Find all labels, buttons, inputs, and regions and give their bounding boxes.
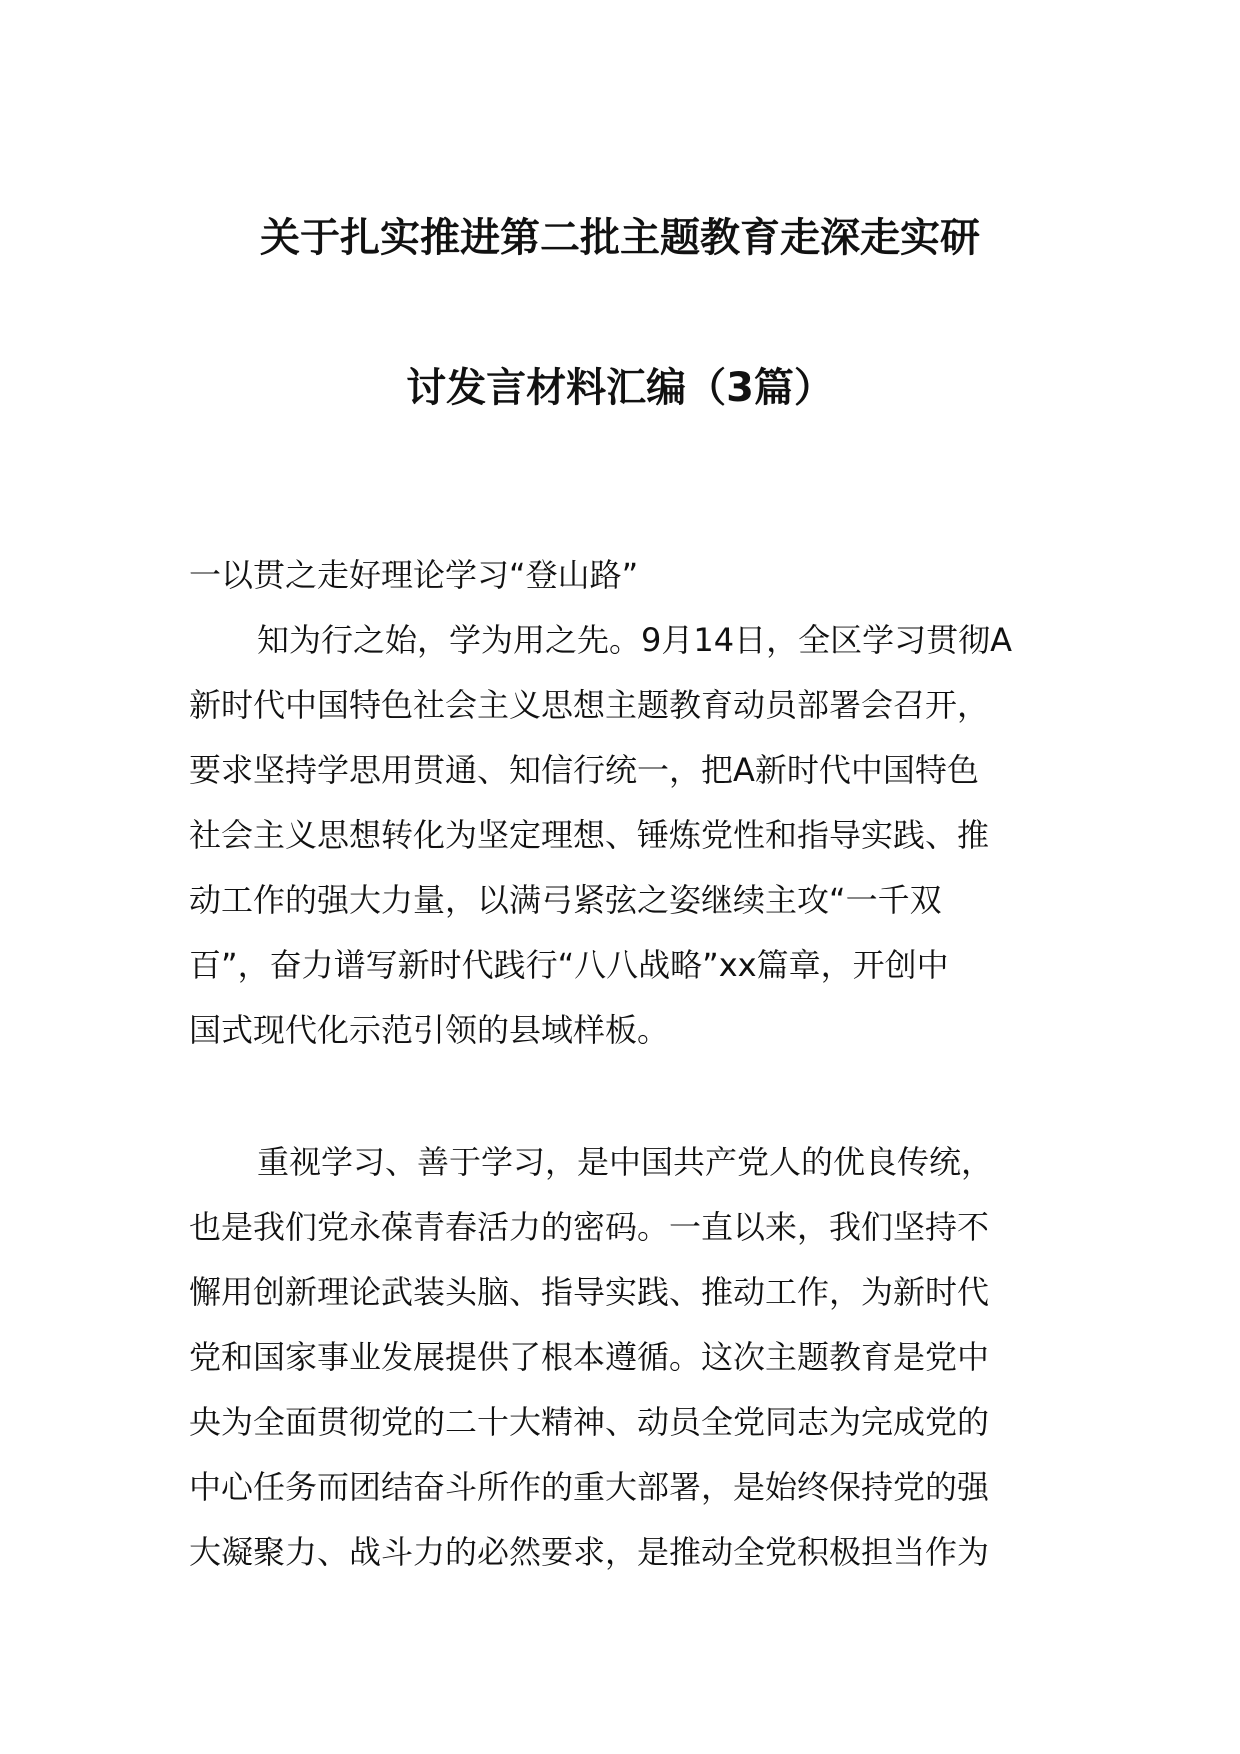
paragraph-line: 知为行之始，学为用之先。9月14日，全区学习贯彻A [257, 621, 1012, 659]
paragraph-line: 国式现代化示范引领的县域样板。 [189, 1011, 670, 1049]
document-title-line-1: 关于扎实推进第二批主题教育走深走实研 [260, 215, 980, 261]
document-title-line-2: 讨发言材料汇编（3篇） [406, 365, 834, 411]
paragraph-2 [189, 1130, 1061, 1585]
paragraph-line: 中心任务而团结奋斗所作的重大部署，是始终保持党的强 [189, 1468, 990, 1506]
paragraph-line: 百”，奋力谱写新时代践行“八八战略”xx篇章，开创中 [189, 946, 949, 984]
paragraph-line: 动工作的强大力量，以满弓紧弦之姿继续主攻“一千双 [189, 881, 942, 919]
paragraph-line: 也是我们党永葆青春活力的密码。一直以来，我们坚持不 [189, 1208, 990, 1246]
paragraph-line: 央为全面贯彻党的二十大精神、动员全党同志为完成党的 [189, 1403, 990, 1441]
paragraph-1 [189, 608, 1061, 1063]
paragraph-line: 新时代中国特色社会主义思想主题教育动员部署会召开， [189, 686, 990, 724]
paragraph-line: 大凝聚力、战斗力的必然要求，是推动全党积极担当作为 [189, 1533, 990, 1571]
paragraph-line: 党和国家事业发展提供了根本遵循。这次主题教育是党中 [189, 1338, 990, 1376]
paragraph-line: 要求坚持学思用贯通、知信行统一，把A新时代中国特色 [189, 751, 979, 789]
paragraph-line: 重视学习、善于学习，是中国共产党人的优良传统， [257, 1143, 994, 1181]
paragraph-line: 社会主义思想转化为坚定理想、锤炼党性和指导实践、推 [189, 816, 990, 854]
section-heading: 一以贯之走好理论学习“登山路” [189, 556, 639, 594]
paragraph-line: 懈用创新理论武装头脑、指导实践、推动工作，为新时代 [189, 1273, 990, 1311]
